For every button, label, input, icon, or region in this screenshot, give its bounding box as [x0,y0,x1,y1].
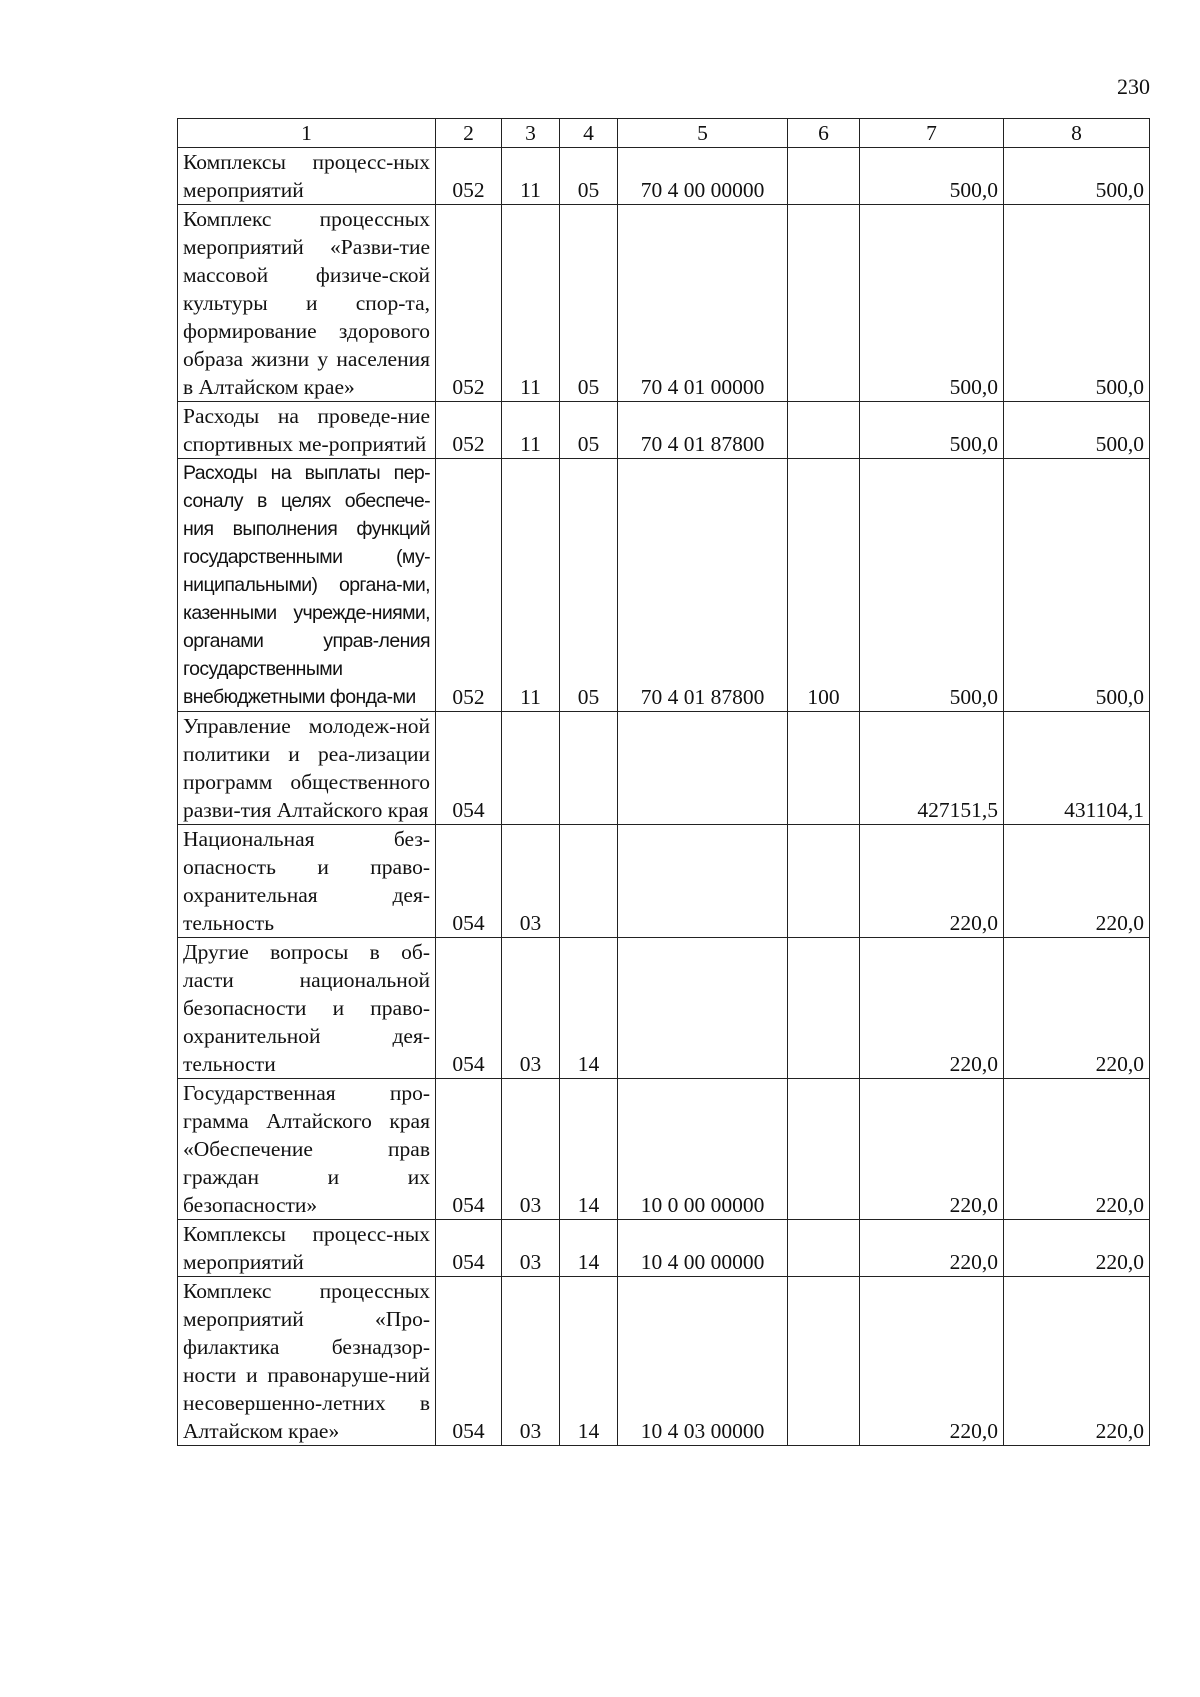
target-article-cell: 10 0 00 00000 [618,1079,788,1220]
ministry-code-cell: 054 [436,938,502,1079]
expense-type-cell [788,712,860,825]
amount-col7-cell: 220,0 [860,938,1004,1079]
row-name-cell: Комплекс процессных мероприятий «Про-филактика безнадзор-ности и правонаруше-ний несовершенно-летних в Алтайском крае» [178,1277,436,1446]
subsection-cell: 05 [560,205,618,402]
target-article-cell: 70 4 01 87800 [618,459,788,712]
target-article-cell: 70 4 01 00000 [618,205,788,402]
expense-type-cell [788,148,860,205]
ministry-code-cell: 054 [436,1220,502,1277]
table-row [178,1079,1150,1220]
target-article-cell [618,825,788,938]
ministry-code-cell: 054 [436,1277,502,1446]
subsection-cell: 05 [560,459,618,712]
section-cell: 11 [502,402,560,459]
row-name-cell: Управление молодеж-ной политики и реа-лизации программ общественного разви-тия Алтайского края [178,712,436,825]
ministry-code-cell: 052 [436,459,502,712]
expense-type-cell [788,1220,860,1277]
header-cell: 3 [502,119,560,148]
header-cell: 8 [1004,119,1150,148]
subsection-cell: 14 [560,1277,618,1446]
amount-col8-cell: 500,0 [1004,459,1150,712]
amount-col7-cell: 500,0 [860,148,1004,205]
subsection-cell: 05 [560,148,618,205]
amount-col7-cell: 220,0 [860,825,1004,938]
section-cell: 03 [502,1277,560,1446]
table-row [178,712,1150,825]
amount-col8-cell: 500,0 [1004,205,1150,402]
table-row [178,459,1150,712]
subsection-cell: 14 [560,1079,618,1220]
expense-type-cell [788,402,860,459]
table-row [178,148,1150,205]
table-row [178,402,1150,459]
header-cell: 5 [618,119,788,148]
section-cell: 11 [502,205,560,402]
table-row [178,825,1150,938]
table-row [178,1220,1150,1277]
row-name-cell: Комплексы процесс-ных мероприятий [178,148,436,205]
expense-type-cell [788,938,860,1079]
section-cell: 11 [502,459,560,712]
row-name-cell: Другие вопросы в об-ласти национальной безопасности и право-охранительной дея-тельности [178,938,436,1079]
table-row [178,205,1150,402]
ministry-code-cell: 054 [436,1079,502,1220]
ministry-code-cell: 052 [436,148,502,205]
amount-col8-cell: 500,0 [1004,148,1150,205]
subsection-cell [560,712,618,825]
target-article-cell: 10 4 00 00000 [618,1220,788,1277]
amount-col7-cell: 500,0 [860,205,1004,402]
section-cell: 03 [502,938,560,1079]
subsection-cell: 05 [560,402,618,459]
target-article-cell [618,938,788,1079]
header-cell: 2 [436,119,502,148]
table-row [178,938,1150,1079]
page-number: 230 [1117,74,1150,99]
amount-col7-cell: 427151,5 [860,712,1004,825]
expense-type-cell [788,1079,860,1220]
ministry-code-cell: 054 [436,712,502,825]
amount-col7-cell: 500,0 [860,459,1004,712]
section-cell: 03 [502,825,560,938]
row-name-cell: Национальная без-опасность и право-охранительная дея-тельность [178,825,436,938]
amount-col8-cell: 220,0 [1004,938,1150,1079]
ministry-code-cell: 054 [436,825,502,938]
amount-col7-cell: 500,0 [860,402,1004,459]
amount-col8-cell: 220,0 [1004,825,1150,938]
header-cell: 7 [860,119,1004,148]
header-cell: 1 [178,119,436,148]
section-cell [502,712,560,825]
amount-col8-cell: 220,0 [1004,1220,1150,1277]
row-name-cell: Комплекс процессных мероприятий «Разви-тие массовой физиче-ской культуры и спор-та, формирование здорового образа жизни у населения в Алтайском крае» [178,205,436,402]
expense-type-cell [788,825,860,938]
amount-col7-cell: 220,0 [860,1220,1004,1277]
ministry-code-cell: 052 [436,205,502,402]
subsection-cell [560,825,618,938]
expense-type-cell: 100 [788,459,860,712]
section-cell: 03 [502,1220,560,1277]
table-row [178,1277,1150,1446]
header-row [178,119,1150,148]
row-name-cell: Комплексы процесс-ных мероприятий [178,1220,436,1277]
amount-col8-cell: 431104,1 [1004,712,1150,825]
subsection-cell: 14 [560,938,618,1079]
amount-col8-cell: 500,0 [1004,402,1150,459]
header-cell: 4 [560,119,618,148]
section-cell: 11 [502,148,560,205]
target-article-cell: 10 4 03 00000 [618,1277,788,1446]
target-article-cell [618,712,788,825]
amount-col7-cell: 220,0 [860,1079,1004,1220]
row-name-cell: Расходы на проведе-ние спортивных ме-роприятий [178,402,436,459]
header-cell: 6 [788,119,860,148]
target-article-cell: 70 4 01 87800 [618,402,788,459]
amount-col7-cell: 220,0 [860,1277,1004,1446]
section-cell: 03 [502,1079,560,1220]
budget-table [177,118,1150,1446]
expense-type-cell [788,1277,860,1446]
expense-type-cell [788,205,860,402]
subsection-cell: 14 [560,1220,618,1277]
row-name-cell: Расходы на выплаты пер-соналу в целях обеспече-ния выполнения функций государственными (му-ниципальными) органа-ми, казенными учрежде-ниями, органами управ-ления государственными внебюджетными фонда-ми [178,459,436,712]
amount-col8-cell: 220,0 [1004,1079,1150,1220]
row-name-cell: Государственная про-грамма Алтайского края «Обеспечение прав граждан и их безопасности» [178,1079,436,1220]
ministry-code-cell: 052 [436,402,502,459]
target-article-cell: 70 4 00 00000 [618,148,788,205]
amount-col8-cell: 220,0 [1004,1277,1150,1446]
